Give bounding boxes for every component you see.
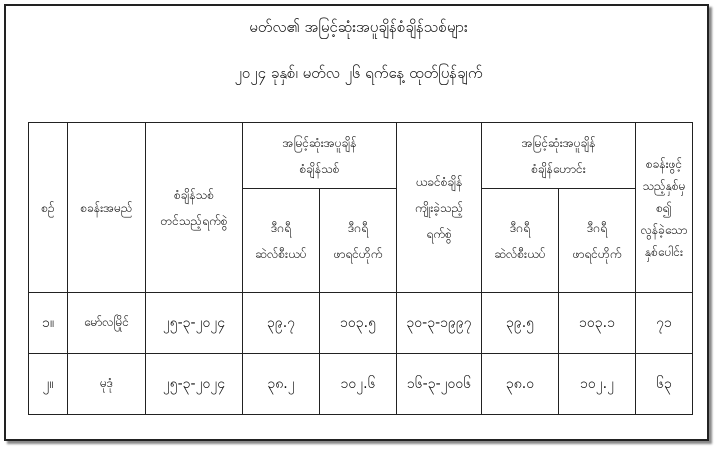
header-new-record: အမြင့်ဆုံးအပူချိန် စံချိန်သစ် <box>243 123 397 189</box>
table-row <box>29 293 693 354</box>
cell-record-date: ၂၅-၃-၂၀၂၄ <box>146 354 243 415</box>
header-old-celsius: ဒီဂရီ ဆဲလ်စီးယပ် <box>482 189 559 293</box>
header-station: စခန်းအမည် <box>68 123 146 293</box>
cell-years: ၇၁ <box>636 293 693 354</box>
cell-old-celsius: ၃၈.၀ <box>482 354 559 415</box>
cell-years: ၆၃ <box>636 354 693 415</box>
header-serial: စဉ် <box>29 123 68 293</box>
cell-station: မော်လမြိုင် <box>68 293 146 354</box>
cell-prev-date: ၁၆-၃-၂၀၀၆ <box>397 354 482 415</box>
header-old-fahrenheit: ဒီဂရီ ဖာရင်ဟိုက် <box>559 189 636 293</box>
table-row <box>29 354 693 415</box>
cell-prev-date: ၃၀-၃-၁၉၉၇ <box>397 293 482 354</box>
cell-old-fahrenheit: ၁၀၃.၁ <box>559 293 636 354</box>
cell-old-fahrenheit: ၁၀၂.၂ <box>559 354 636 415</box>
header-new-fahrenheit: ဒီဂရီ ဖာရင်ဟိုက် <box>320 189 397 293</box>
cell-old-celsius: ၃၉.၅ <box>482 293 559 354</box>
header-new-celsius: ဒီဂရီ ဆဲလ်စီးယပ် <box>243 189 320 293</box>
document-frame <box>4 4 709 441</box>
cell-new-fahrenheit: ၁၀၂.၆ <box>320 354 397 415</box>
document-subtitle: ၂၀၂၄ ခုနှစ်၊ မတ်လ ၂၆ ရက်နေ့ ထုတ်ပြန်ချက် <box>234 64 483 82</box>
header-old-record: အမြင့်ဆုံးအပူချိန် စံချိန်ဟောင်း <box>482 123 636 189</box>
cell-station: မုဒုံ <box>68 354 146 415</box>
header-row <box>29 123 693 189</box>
header-years-since: စခန်းဖွင့် သည့်နှစ်မှ စ၍ လွန်ခဲ့သော နှစ်ပေါင်း <box>636 123 693 293</box>
cell-new-fahrenheit: ၁၀၃.၅ <box>320 293 397 354</box>
header-record-date: စံချိန်သစ် တင်သည့်ရက်စွဲ <box>146 123 243 293</box>
cell-new-celsius: ၃၈.၂ <box>243 354 320 415</box>
document-title: မတ်လ၏ အမြင့်ဆုံးအပူချိန်စံချိန်သစ်များ <box>249 18 468 36</box>
cell-new-celsius: ၃၉.၇ <box>243 293 320 354</box>
cell-serial: ၁။ <box>29 293 68 354</box>
cell-record-date: ၂၅-၃-၂၀၂၄ <box>146 293 243 354</box>
temperature-record-table <box>28 122 693 415</box>
header-prev-date: ယခင်စံချိန် ကျိုးခဲ့သည့် ရက်စွဲ <box>397 123 482 293</box>
cell-serial: ၂။ <box>29 354 68 415</box>
